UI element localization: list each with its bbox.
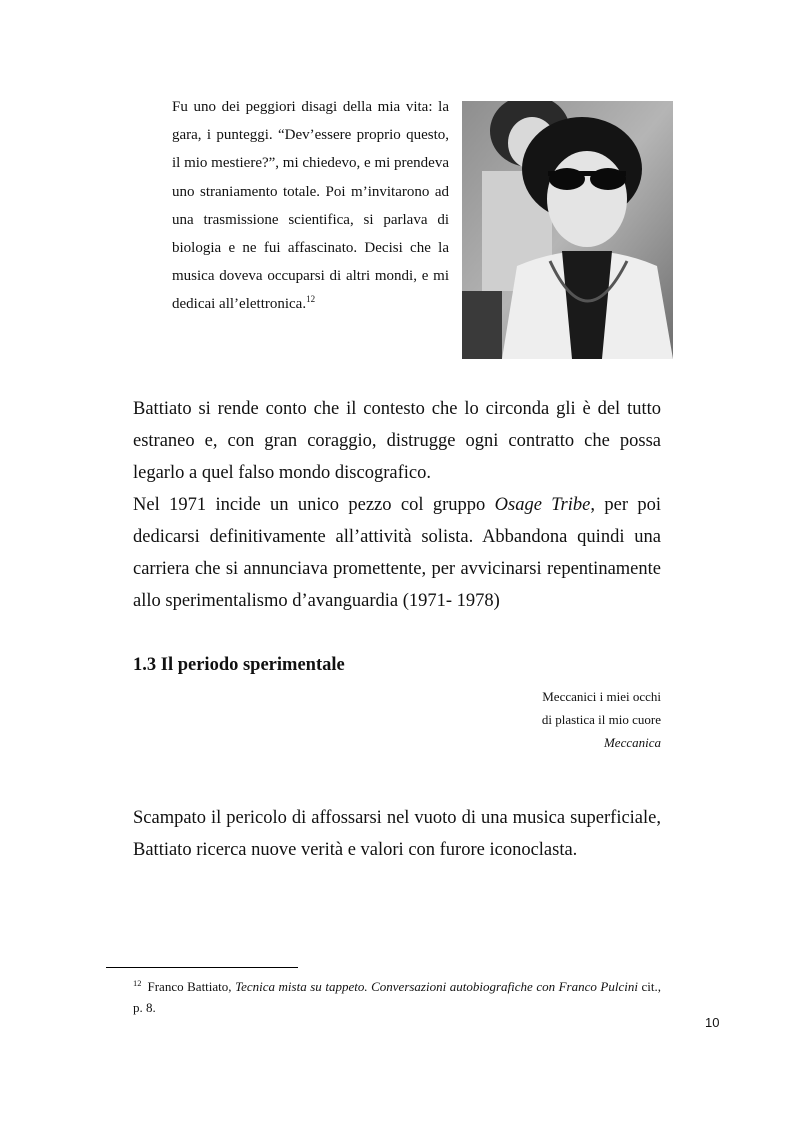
section-heading: 1.3 Il periodo sperimentale <box>133 655 345 675</box>
footnote <box>133 976 661 1018</box>
paragraph-1: Battiato si rende conto che il contesto che lo circonda gli è del tutto estraneo e, con gran coraggio, distrugge ogni contratto che possa legarlo a quel falso mondo discografico. <box>133 399 661 483</box>
block-quote <box>172 93 449 319</box>
epigraph <box>542 685 661 754</box>
paragraph-2-start: Nel 1971 incide un unico pezzo col gruppo <box>133 495 495 515</box>
page-number: 10 <box>705 1015 720 1030</box>
epigraph-line-2: di plastica il mio cuore <box>541 712 661 727</box>
epigraph-source-title: Meccanica <box>603 735 661 750</box>
footnote-author: Franco Battiato, <box>147 979 236 994</box>
paragraph-2-end: , per poi dedicarsi definitivamente all’attività solista. Abbandona quindi una carriera che si annunciava promettente, per avvicinarsi repentinamente allo sperimentalismo d’avanguardia (1971- 1978) <box>133 495 661 611</box>
footnote-ref: 12 <box>306 294 316 305</box>
footnote-divider <box>106 967 298 968</box>
paragraph-2 <box>133 489 661 617</box>
quote-text: Fu uno dei peggiori disagi della mia vita: la gara, i punteggi. “Dev’essere proprio questo, il mio mestiere?”, mi chiedevo, e mi prendeva uno straniamento totale. Poi m’invitarono ad una trasmissione scientifica, si parlava di biologia e ne fui affascinato. Decisi che la musica doveva occuparsi di altri mondi, e mi dedicai all’elettronica. <box>172 99 449 313</box>
photo-illustration <box>462 101 673 359</box>
band-name: Osage Tribe <box>494 495 591 515</box>
photo-battiato <box>462 101 673 359</box>
epigraph-line-1: Meccanici i miei occhi <box>542 689 661 704</box>
epigraph-source <box>542 731 661 754</box>
footnote-number: 12 <box>133 977 142 988</box>
footnote-rest: cit., p. 8. <box>133 979 661 1015</box>
paragraph-3: Scampato il pericolo di affossarsi nel vuoto di una musica superficiale, Battiato ricerca nuove verità e valori con furore iconoclasta. <box>133 808 661 860</box>
footnote-title: Tecnica mista su tappeto. Conversazioni autobiografiche con Franco Pulcini <box>235 979 638 994</box>
